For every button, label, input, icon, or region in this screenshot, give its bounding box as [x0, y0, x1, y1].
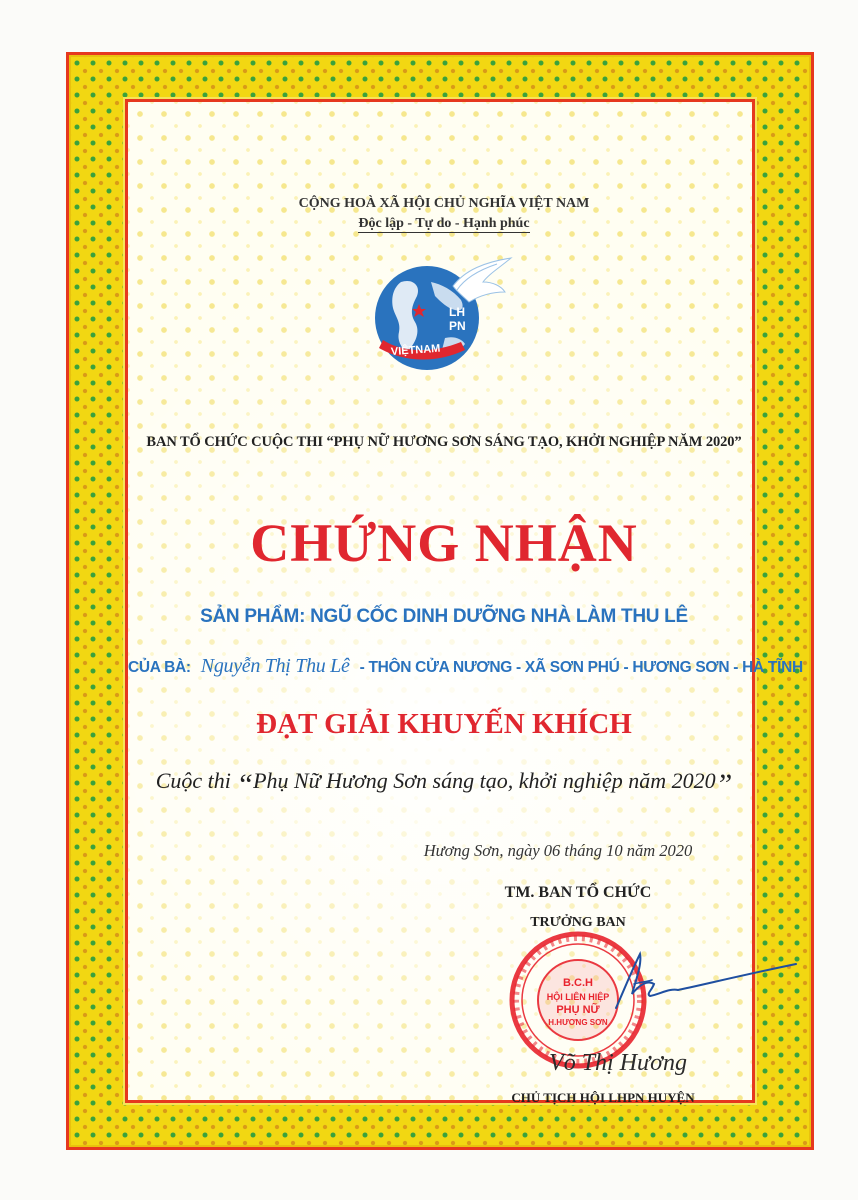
- signature-icon: [578, 950, 800, 1010]
- national-motto: [128, 216, 760, 232]
- national-title: CỘNG HOÀ XÃ HỘI CHỦ NGHĨA VIỆT NAM: [298, 196, 590, 211]
- logo-abbr-top: LH: [449, 305, 465, 319]
- product-line: SẢN PHẨM: NGŨ CỐC DINH DƯỠNG NHÀ LÀM THU LÊ: [200, 606, 688, 627]
- organizer-line: BAN TỔ CHỨC CUỘC THI “PHỤ NỮ HƯƠNG SƠN SÁNG TẠO, KHỞI NGHIỆP NĂM 2020”: [146, 434, 742, 450]
- lhpn-logo-icon: [361, 252, 531, 372]
- certificate-title: CHỨNG NHẬN: [250, 513, 638, 573]
- logo-banner-text: VIỆTNAM: [390, 342, 441, 359]
- place-date: Hương Sơn, ngày 06 tháng 10 năm 2020: [423, 841, 693, 860]
- motto-text: Độc lập - Tự do - Hạnh phúc: [358, 216, 530, 231]
- logo-abbr-bottom: PN: [449, 319, 466, 333]
- seal-line3: H.HƯƠNG SƠN: [548, 1018, 608, 1027]
- certificate-border: [66, 52, 814, 1150]
- certificate-body: [125, 99, 803, 1105]
- contest-line: [128, 768, 760, 802]
- seal-line2: PHỤ NỮ: [556, 1004, 600, 1016]
- award-title: ĐẠT GIẢI KHUYẾN KHÍCH: [256, 708, 632, 740]
- signer-org: TM. BAN TỔ CHỨC: [504, 884, 652, 901]
- recipient-prefix: CỦA BÀ:: [128, 659, 191, 676]
- seal-top: B.C.H: [563, 977, 593, 989]
- contest-prefix: Cuộc thi: [155, 768, 231, 793]
- contest-close-quote: ”: [715, 768, 733, 801]
- seal-line1: HỘI LIÊN HIỆP: [546, 992, 610, 1002]
- contest-open-quote: “: [236, 768, 254, 801]
- contest-name: Phụ Nữ Hương Sơn sáng tạo, khởi nghiệp năm 2020: [253, 768, 716, 793]
- signer-role: TRƯỞNG BAN: [530, 915, 626, 930]
- signer-title: CHỦ TỊCH HỘI LHPN HUYỆN: [511, 1090, 695, 1105]
- recipient-line: [128, 655, 803, 678]
- recipient-name: Nguyễn Thị Thu Lê: [200, 655, 350, 677]
- signer-name: Võ Thị Hương: [549, 1050, 687, 1076]
- recipient-address: - THÔN CỬA NƯƠNG - XÃ SƠN PHÚ - HƯƠNG SƠN - HÀ TĨNH: [359, 659, 803, 676]
